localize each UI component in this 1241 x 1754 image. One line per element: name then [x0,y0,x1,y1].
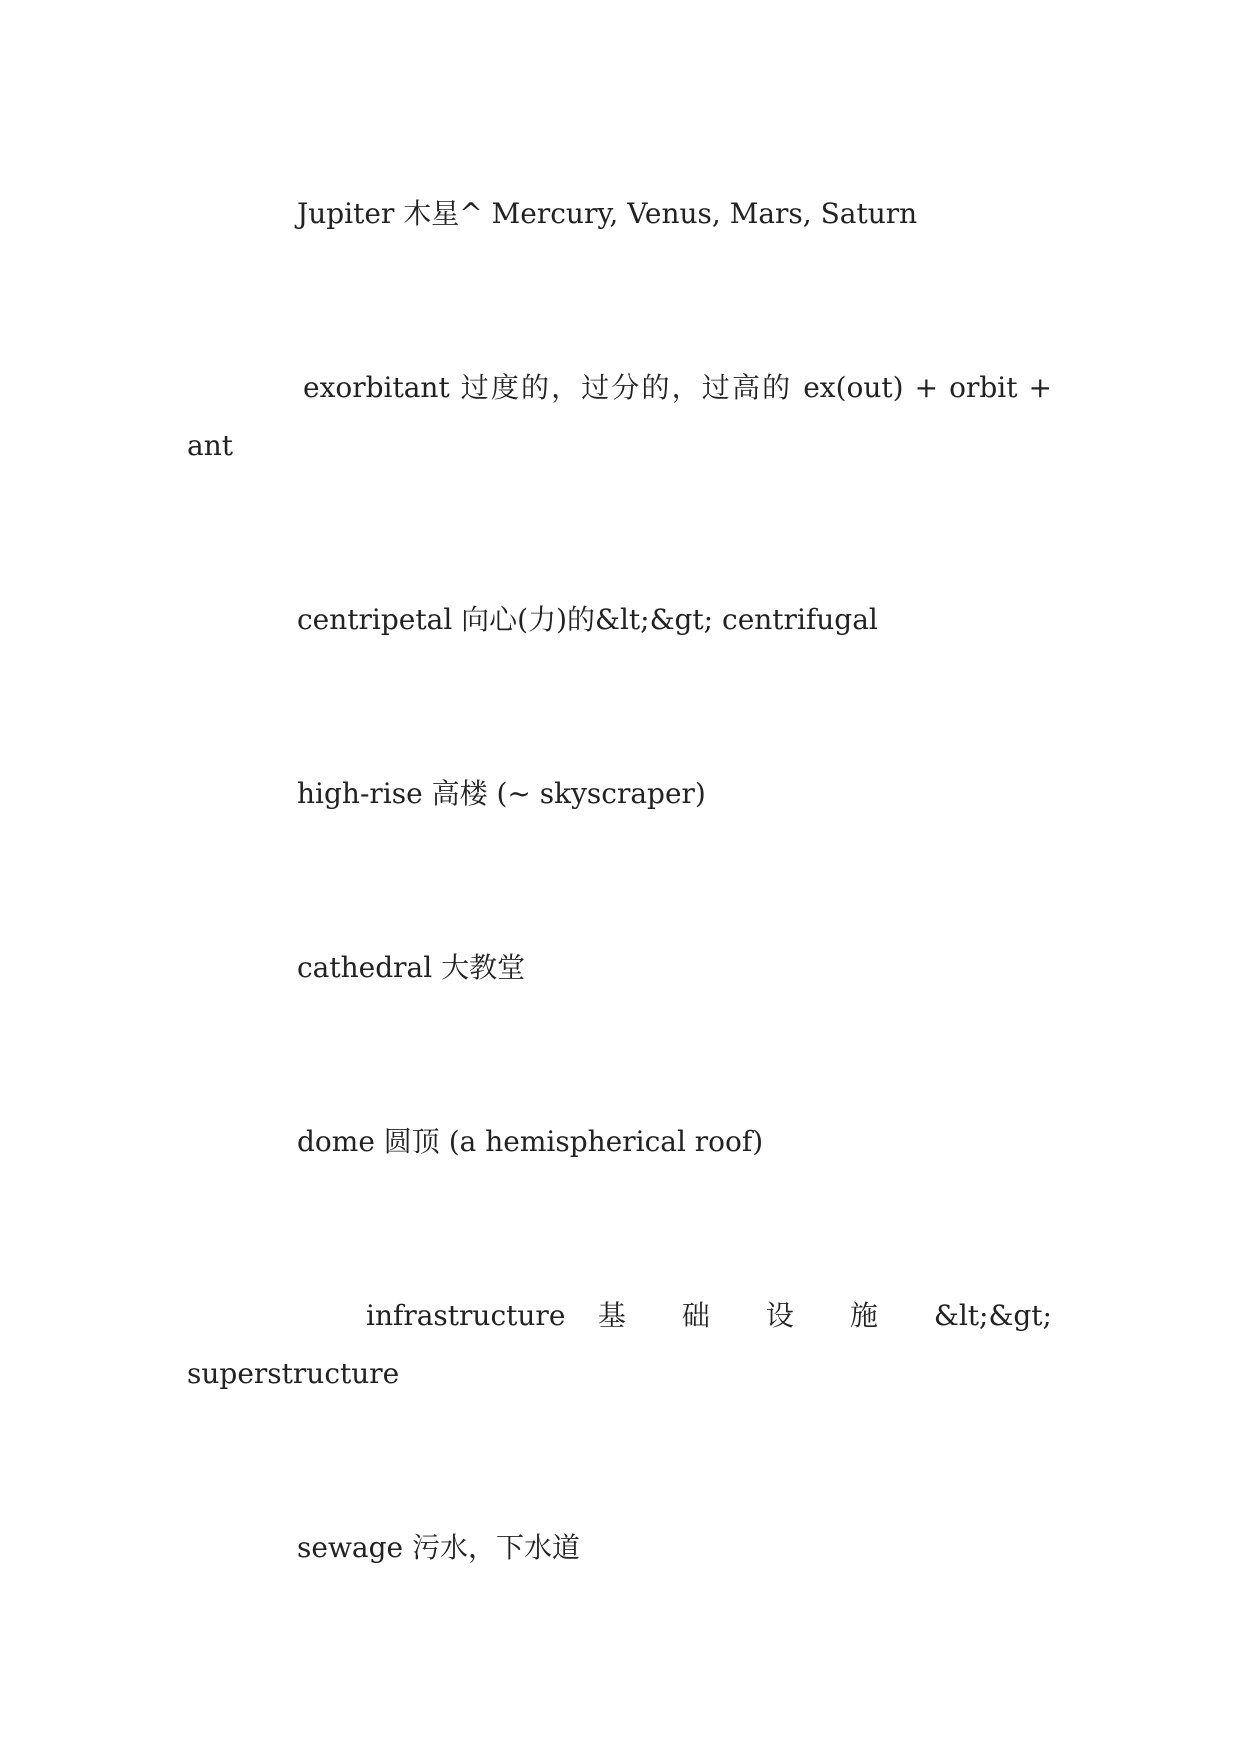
entry-dome: dome 圆顶 (a hemispherical roof) [297,1125,764,1158]
entry-exorbitant: exorbitant 过度的，过分的，过高的 ex(out) + orbit + ant [187,371,1061,462]
entry-jupiter: Jupiter 木星^ Mercury, Venus, Mars, Saturn [297,197,918,230]
entry-centripetal: centripetal 向心(力)的&lt;&gt; centrifugal [297,603,878,636]
entry-infrastructure: infrastructure 基 础 设 施 &lt;&gt; superstructure [187,1299,1061,1390]
entry-cathedral: cathedral 大教堂 [297,951,526,984]
entry-sewage: sewage 污水，下水道 [297,1531,580,1564]
entry-high-rise: high-rise 高楼 (~ skyscraper) [297,777,706,810]
